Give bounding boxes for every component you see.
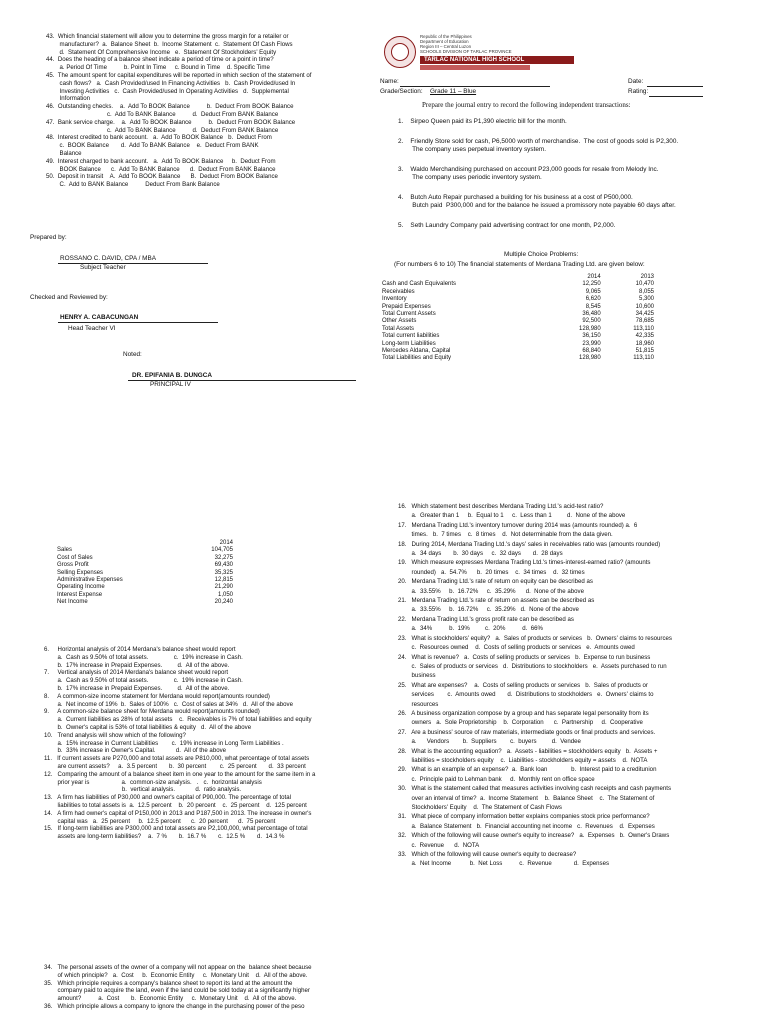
question-line: 30. What is the statement called that measures activities involving cash receipts and cash payments — [398, 785, 671, 793]
question-line: 21. Merdana Trading Ltd.'s rate of return on assets can be described as — [398, 597, 595, 605]
question-line: 8. A common-size income statement for Merdana would report(amounts rounded) — [44, 692, 270, 700]
exam-page-bottom-right — [384, 500, 768, 1024]
question-line: c. BOOK Balance d. Add To BANK Balance e. Deduct From BANK — [46, 142, 259, 150]
row-value: 21,290 — [214, 584, 233, 591]
question-line: 50. Deposit in transit A. Add To BOOK Balance B. Deduct From BOOK Balance — [46, 173, 278, 181]
school-name: TARLAC NATIONAL HIGH SCHOOL — [420, 56, 574, 64]
question-line: 29. What is an example of an expense? a. Bank loan b. Interest paid to a creditunion — [398, 766, 657, 774]
transaction-line: Butch paid P300,000 and for the balance he issued a promissory note payable 60 days after. — [398, 202, 676, 209]
question-line: are current assets? a. 3.5 percent b. 30 percent c. 25 percent d. 33 percent — [44, 762, 306, 770]
table-header-row — [55, 540, 235, 547]
row-value: 69,430 — [214, 562, 233, 569]
question-line: 10. Trend analysis will show which of the following? — [44, 731, 186, 739]
row-value: 113,110 — [633, 355, 654, 362]
question-line: resources — [398, 700, 439, 708]
table-row — [55, 570, 235, 577]
rating-field-line — [649, 96, 703, 97]
transaction-line: The company uses periodic inventory system. — [398, 174, 542, 181]
row-value: 1,050 — [217, 591, 233, 598]
grade-value: Grade 11 – Blue — [430, 88, 477, 95]
question-line: 18. During 2014, Merdana Trading Ltd.'s days' sales in receivables ratio was (amounts rounded) — [398, 540, 661, 548]
question-line: b. vertical analysis. d. ratio analysis. — [44, 786, 242, 794]
question-line: a. Greater than 1 b. Equal to 1 c. Less than 1 d. None of the above — [398, 512, 626, 520]
name-field-line — [400, 86, 550, 87]
question-line: business — [398, 672, 436, 680]
table-row — [55, 547, 235, 554]
question-line: c. Principle paid to Lehman bank d. Monthly rent on office space — [398, 775, 595, 783]
table-row — [380, 341, 656, 348]
question-line: 34. The personal assets of the owner of a company will not appear on the balance sheet because — [44, 964, 312, 971]
question-line: c. Resources owned d. Costs of selling products or services e. Amounts owed — [398, 644, 635, 652]
question-line: 43. Which financial statement will allow you to determine the gross margin for a retailer or — [46, 33, 289, 40]
row-value: 113,110 — [633, 325, 654, 332]
question-line: liabilities = stockholders equity c. Liabilities - stockholders equity = assets d. NOTA — [398, 756, 648, 764]
header-line: Region III – Central Luzon — [420, 44, 472, 49]
question-line: company paid to acquire the land, even if the land could be sold today at a significantly higher — [44, 987, 310, 995]
table-row — [55, 599, 235, 606]
date-label: Date: — [628, 78, 644, 85]
table-row — [380, 348, 656, 355]
noted-label: Noted: — [123, 351, 142, 358]
row-value: 68,840 — [582, 348, 601, 355]
question-line: 9. A common-size balance sheet for Merdana would report(amounts rounded) — [44, 708, 260, 716]
question-line: C. Add to BANK Balance Deduct From Bank Balance — [46, 181, 220, 189]
school-banner-stripe — [420, 65, 530, 70]
row-value: 8,545 — [585, 303, 601, 310]
question-line: Investing Activities c. Cash Provided/used In Operating Activities d. Supplemental — [46, 87, 289, 95]
question-line: Stockholders' Equity d. The Statement of Cash Flows — [398, 804, 562, 811]
row-value: 78,685 — [635, 318, 654, 325]
question-line: a. 34 days b. 30 days c. 32 days d. 28 days — [398, 550, 563, 558]
question-line: d. Statement Of Comprehensive Income e. Statement Of Stockholders' Equity — [46, 48, 277, 56]
row-value: 36,150 — [582, 333, 601, 340]
question-line: 47. Bank service charge. a. Add To BOOK Balance b. Deduct From BOOK Balance — [46, 118, 296, 126]
question-line: a. Vendors b. Suppliers c. buyers d. Vendee — [398, 738, 581, 746]
question-line: a. 15% increase in Current Liabilities c. 19% increase in Long Term Liabilities . — [44, 739, 284, 747]
questions-16-33 — [398, 502, 768, 869]
row-label: Net Income — [57, 599, 88, 606]
row-value: 9,065 — [585, 288, 601, 295]
row-label: Total Assets — [382, 325, 415, 332]
table-row — [55, 555, 235, 562]
table-row — [55, 592, 235, 599]
question-line: owners a. Sole Proprietorship b. Corporation c. Partnership d. Cooperative — [398, 719, 643, 727]
question-line: 31. What piece of company information better explains companies stock price performance? — [398, 813, 650, 821]
table-row — [55, 562, 235, 569]
row-value: 92,500 — [582, 318, 601, 325]
table-row — [380, 326, 656, 333]
balance-sheet-table — [380, 274, 656, 363]
row-value: 128,980 — [579, 355, 601, 362]
transaction-list — [398, 118, 768, 230]
preparer-name: ROSSANO C. DAVID, CPA / MBA — [60, 255, 156, 262]
row-value: 42,335 — [635, 333, 654, 340]
question-line: b. Owner's capital is 53% of total liabilities & equity d. All of the above — [44, 723, 252, 731]
year-header: 2013 — [640, 274, 654, 280]
transaction-line: 2. Friendly Store sold for cash, P6,5000 worth of merchandise. The cost of goods sold is P2,300. — [398, 138, 679, 145]
table-row — [380, 304, 656, 311]
checker-title: Head Teacher VI — [68, 325, 116, 332]
question-line: 14. A firm had owner's capital of P150,000 in 2013 and P187,500 in 2013. The increase in owner's — [44, 809, 312, 817]
row-value: 32,275 — [214, 554, 233, 561]
exam-page-top-left — [0, 0, 384, 500]
row-value: 36,480 — [582, 311, 601, 318]
question-line: a. 33.55% b. 16.72% c. 35.29% d. None of the above — [398, 587, 584, 595]
header-lines — [420, 34, 512, 54]
question-line: times. b. 7 times c. 8 times d. Not determinable from the data given. — [398, 531, 613, 539]
school-header — [384, 34, 584, 80]
row-label: Inventory — [382, 296, 407, 303]
table-row — [380, 296, 656, 303]
question-line: 36. Which principle allows a company to ignore the change in the purchasing power of the peso — [44, 1002, 305, 1010]
table-row — [380, 318, 656, 325]
row-label: Cash and Cash Equivalents — [382, 281, 457, 288]
row-label: Long-term Liabilities — [382, 340, 436, 347]
question-line: liabilities to total assets is a. 12.5 percent b. 20 percent c. 25 percent d. 125 percent — [44, 801, 307, 809]
questions-43-50 — [46, 33, 382, 189]
row-value: 128,980 — [579, 325, 601, 332]
question-line: 20. Merdana Trading Ltd.'s rate of return on equity can be described as — [398, 578, 593, 586]
question-line: Balance — [46, 149, 82, 157]
question-line: cash flows? a. Cash Provided/used In Financing Activities b. Cash Provided/used In — [46, 79, 296, 87]
row-label: Mercedes Aldana, Capital — [382, 348, 451, 355]
question-line: 23. What is stockholders' equity? a. Sales of products or services b. Owners' claims to resources — [398, 634, 672, 642]
income-statement-table — [55, 540, 235, 607]
transaction-line: 4. Butch Auto Repair purchased a building for his business at a cost of P500,000. — [398, 194, 633, 201]
question-line: 16. Which statement best describes Merdana Trading Ltd.'s acid-test ratio? — [398, 503, 604, 510]
question-line: c. Add To BANK Balance d. Deduct From BANK Balance — [46, 126, 279, 134]
header-line: Department of Education — [420, 39, 469, 44]
checked-by-label: Checked and Reviewed by: — [30, 294, 108, 301]
mc-instruction: (For numbers 6 to 10) The financial statements of Merdana Trading Ltd. are given below: — [394, 261, 645, 268]
transaction-line: 3. Waldo Merchandising purchased on account P23,000 goods for resale from Melody Inc. — [398, 166, 659, 173]
question-line: 32. Which of the following will cause owner's equity to increase? a. Expenses b. Owner's Draws — [398, 832, 670, 840]
header-line: SCHOOLS DIVISION OF TARLAC PROVINCE — [420, 49, 512, 54]
table-row — [380, 289, 656, 296]
year-header: 2014 — [587, 274, 601, 280]
question-line: a. Period Of Time b. Point In Time c. Bound in Time d. Specific Time — [46, 64, 270, 72]
table-row — [380, 333, 656, 340]
row-value: 12,250 — [582, 281, 601, 288]
question-line: of which principle? a. Cost b. Economic Entity c. Monetary Unit d. All of the above. — [44, 971, 308, 979]
question-line: services c. Amounts owed d. Distributions to stockholders e. Owners' claims to — [398, 691, 654, 699]
grade-label: Grade/Section: — [380, 88, 423, 95]
instruction: Prepare the journal entry to record the following independent transactions: — [422, 101, 631, 109]
question-line: 48. Interest credited to bank account. a. Add To BOOK Balance b. Deduct From — [46, 134, 272, 142]
question-line: 26. A business organization compose by a group and has separate legal personality from its — [398, 709, 649, 717]
question-line: amount? a. Cost b. Economic Entity c. Monetary Unit d. All of the above. — [44, 995, 297, 1003]
question-line: c. Add To BANK Balance d. Deduct From BANK Balance — [46, 110, 279, 118]
question-line: a. Net income of 19% b. Sales of 100% c. Cost of sales at 34% d. All of the above — [44, 700, 293, 708]
row-label: Receivables — [382, 288, 415, 295]
question-line: manufacturer? a. Balance Sheet b. Income Statement c. Statement Of Cash Flows — [46, 40, 293, 48]
exam-page-top-right — [380, 0, 768, 500]
prepared-by-label: Prepared by: — [30, 234, 67, 241]
questions-34-36 — [44, 964, 382, 1011]
question-line: BOOK Balance c. Add To BANK Balance d. Deduct From BANK Balance — [46, 165, 276, 173]
question-line: assets are long-term liabilities? a. 7 % b. 16.7 % c. 12.5 % d. 14.3 % — [44, 833, 285, 841]
table-row — [380, 355, 656, 362]
row-value: 8,055 — [638, 288, 654, 295]
row-label: Operating Income — [57, 584, 105, 591]
question-line: prior year is a. common-size analysis. . c. horizontal analysis — [44, 778, 262, 786]
question-line: b. 33% increase in Owner's Capital. d. All of the above — [44, 747, 227, 755]
row-value: 51,815 — [635, 348, 654, 355]
question-line: c. Sales of products or services d. Distributions to stockholders e. Assets purchased to run — [398, 662, 667, 670]
question-line: 46. Outstanding checks. a. Add To BOOK Balance b. Deduct From BOOK Balance — [46, 103, 294, 111]
question-line: a. Net Income b. Net Loss c. Revenue d. Expenses — [398, 860, 609, 868]
row-value: 6,620 — [585, 296, 601, 303]
row-value: 18,960 — [635, 340, 654, 347]
question-line: 15. If long-term liabilities are P300,000 and total assets are P2,100,000, what percentage of total — [44, 825, 308, 833]
row-label: Selling Expenses — [57, 569, 104, 576]
question-line: 22. Merdana Trading Ltd.'s gross profit rate can be described as — [398, 615, 574, 623]
question-line: b. 17% increase in Prepaid Expenses. d. All of the above. — [44, 661, 230, 669]
row-value: 10,470 — [635, 281, 654, 288]
row-label: Total current liabilities — [382, 333, 440, 340]
row-label: Sales — [57, 547, 73, 554]
question-line: 6. Horizontal analysis of 2014 Merdana's balance sheet would report — [44, 646, 236, 653]
rating-label: Rating: — [628, 88, 649, 95]
transaction-line: The company uses perpetual inventory system. — [398, 146, 547, 153]
transaction-line: 5. Seth Laundry Company paid advertising contract for one month, P2,000. — [398, 222, 616, 229]
row-value: 12,815 — [214, 577, 233, 584]
question-line: over an interval of time? a. Income Statement b. Balance Sheet c. The Statement of — [398, 794, 655, 802]
checker-name: HENRY A. CABACUNGAN — [60, 314, 139, 321]
question-line: c. Revenue d. NOTA — [398, 841, 480, 849]
questions-6-15 — [44, 646, 382, 841]
question-line: 45. The amount spent for capital expenditures will be reported in which section of the statement of — [46, 71, 312, 79]
transaction-line: 1. Sirpeo Queen paid its P1,390 electric bill for the month. — [398, 118, 567, 125]
deped-seal-icon — [384, 36, 416, 68]
row-label: Other Assets — [382, 318, 417, 325]
question-line: 44. Does the heading of a balance sheet indicate a period of time or a point in time? — [46, 56, 274, 64]
table-row — [55, 577, 235, 584]
question-line: a. Cash as 9.50% of total assets. c. 19% increase in Cash. — [44, 677, 243, 685]
principal-name: DR. EPIFANIA B. DUNGCA — [132, 372, 213, 379]
row-label: Gross Profit — [57, 562, 89, 569]
table-header-row — [380, 274, 656, 281]
question-line: 13. A firm has liabilities of P30,000 and owner's capital of P90,000. The percentage of total — [44, 794, 291, 802]
row-label: Total Liabilities and Equity — [382, 355, 452, 362]
question-line: rounded) a. 54.7% b. 20 times c. 34 times d. 32 times — [398, 568, 585, 576]
question-line: 17. Merdana Trading Ltd.'s inventory turnover during 2014 was (amounts rounded) a. 6 — [398, 521, 638, 529]
question-line: 11. If current assets are P270,000 and total assets are P810,000, what percentage of total assets — [44, 755, 310, 763]
row-label: Prepaid Expenses — [382, 303, 431, 310]
question-line: 19. Which measure expresses Merdana Trading Ltd.'s times-interest-earned ratio? (amounts — [398, 559, 651, 567]
row-value: 5,300 — [638, 296, 654, 303]
question-line: 33. Which of the following will cause owner's equity to decrease? — [398, 851, 577, 859]
checker-signature-line — [58, 322, 218, 323]
exam-page-bottom-left — [0, 500, 384, 1024]
row-value: 20,240 — [214, 599, 233, 606]
question-line: 24. What is revenue? a. Costs of selling products or services b. Expense to run business — [398, 653, 651, 661]
question-line: capital was a. 25 percent b. 12.5 percent c. 20 percent d. 75 percent — [44, 817, 276, 825]
question-line: 12. Comparing the amount of a balance sheet item in one year to the amount for the same item in a — [44, 770, 316, 778]
question-line: 49. Interest charged to bank account. a. Add To BOOK Balance b. Deduct From — [46, 157, 276, 165]
question-line: 35. Which principle requires a company's balance sheet to report its land at the amount the — [44, 979, 293, 987]
question-line: Information — [46, 95, 91, 103]
row-label: Administrative Expenses — [57, 577, 123, 584]
row-value: 34,425 — [635, 311, 654, 318]
question-line: 28. What is the accounting equation? a. Assets - liabilities = stockholders equity b. Assets + — [398, 747, 658, 755]
date-field-line — [647, 86, 703, 87]
question-line: a. Balance Statement b. Financial accounting net income c. Revenues d. Expenses — [398, 822, 655, 830]
principal-title: PRINCIPAL IV — [150, 381, 191, 388]
question-line: a. Cash as 9.50% of total assets. c. 19% increase in Cash. — [44, 653, 243, 661]
row-value: 104,705 — [211, 547, 233, 554]
year-header: 2014 — [219, 540, 233, 546]
question-line: a. 33.55% b. 16.72% c. 35.29% d. None of the above — [398, 606, 579, 614]
table-row — [55, 584, 235, 591]
mc-title: Multiple Choice Problems: — [504, 251, 579, 258]
header-line: Republic of the Philippines — [420, 34, 472, 39]
question-line: b. 17% increase in Prepaid Expenses. d. All of the above. — [44, 684, 230, 692]
question-line: 25. What are expenses? a. Costs of selling products or services b. Sales of products or — [398, 681, 648, 689]
table-row — [380, 311, 656, 318]
question-line: a. Current liabilities as 28% of total assets c. Receivables is 7% of total liabilities and equity — [44, 716, 312, 724]
table-row — [380, 281, 656, 288]
question-line: a. 34% b. 19% c. 20% d. 66% — [398, 625, 543, 633]
row-label: Total Current Assets — [382, 311, 436, 318]
row-label: Cost of Sales — [57, 554, 93, 561]
row-value: 35,325 — [214, 569, 233, 576]
row-label: Interest Expense — [57, 591, 103, 598]
preparer-title: Subject Teacher — [80, 264, 126, 271]
row-value: 10,600 — [635, 303, 654, 310]
question-line: 7. Vertical analysis of 2014 Merdana's balance sheet would report — [44, 669, 229, 677]
name-label: Name: — [380, 78, 399, 85]
row-value: 23,990 — [582, 340, 601, 347]
question-line: 27. Are a business' source of raw materials, intermediate goods or final products and services. — [398, 728, 656, 736]
